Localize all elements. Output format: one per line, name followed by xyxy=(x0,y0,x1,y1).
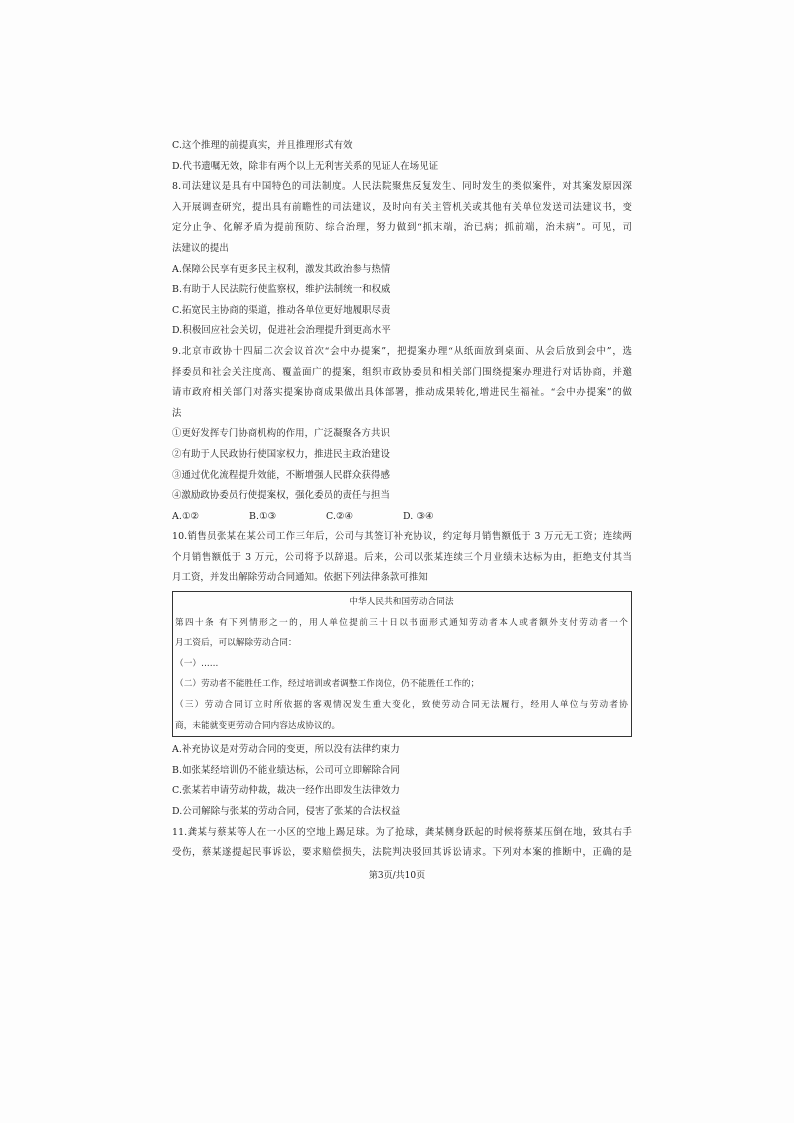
option-b: B.①③ xyxy=(249,510,277,522)
question-stem-line: 请市政府相关部门对落实提案协商成果做出具体部署，推动成果转化,增进民生福祉。“会中办提案”的做 xyxy=(172,387,632,399)
statement-item: ①更好发挥专门协商机构的作用，广泛凝聚各方共识 xyxy=(172,428,390,440)
law-title: 中华人民共和国劳动合同法 xyxy=(349,597,454,608)
law-line: 商，未能就变更劳动合同内容达成协议的。 xyxy=(175,720,341,731)
question-stem-line: 法建议的提出 xyxy=(172,242,229,254)
question-stem-line: 10.销售员张某在某公司工作三年后，公司与其签订补充协议，约定每月销售额低于 3 万元无工资；连续两 xyxy=(172,531,632,543)
option-b: B.有助于人民法院行使监察权，维护法制统一和权威 xyxy=(172,284,391,296)
option-c: C.②④ xyxy=(326,510,354,522)
option-b: B.如张某经培训仍不能业绩达标，公司可立即解除合同 xyxy=(172,764,400,776)
law-line: （三）劳动合同订立时所依据的客观情况发生重大变化，致使劳动合同无法履行，经用人单位与劳动者协 xyxy=(175,700,628,711)
option-line: D.代书遗嘱无效，除非有两个以上无利害关系的见证人在场见证 xyxy=(172,160,439,172)
question-11 xyxy=(172,823,632,864)
question-stem-line: 入开展调查研究，提出具有前瞻性的司法建议，及时向有关主管机关或其他有关单位发送司法建议书，变 xyxy=(172,201,632,213)
option-d: D.公司解除与张某的劳动合同，侵害了张某的合法权益 xyxy=(172,806,401,817)
statement-item: ④激励政协委员行使提案权，强化委员的责任与担当 xyxy=(172,490,390,502)
law-line: （一）…… xyxy=(175,658,219,669)
page-content xyxy=(172,136,632,864)
question-stem-line: 法 xyxy=(172,407,182,419)
law-line: 月工资后，可以解除劳动合同： xyxy=(175,638,297,649)
question-stem-line: 月工资，并发出解除劳动合同通知。依据下列法律条款可推知 xyxy=(172,572,428,584)
question-stem-line: 定分止争、化解矛盾为提前预防、综合治理，努力做到“抓末端，治已病；抓前端，治未病”。可见，司 xyxy=(172,222,632,234)
option-a: A.①② xyxy=(172,510,199,522)
question-stem-line: 11.龚某与蔡某等人在一小区的空地上踢足球。为了抢球，龚某侧身跃起的时候将蔡某压倒在地，致其右手 xyxy=(172,826,632,838)
answer-options xyxy=(172,507,632,528)
law-line: 第四十条 有下列情形之一的，用人单位提前三十日以书面形式通知劳动者本人或者额外支付劳动者一个 xyxy=(175,617,628,628)
option-d: D.积极回应社会关切，促进社会治理提升到更高水平 xyxy=(172,325,391,337)
option-a: A.补充协议是对劳动合同的变更，所以没有法律约束力 xyxy=(172,744,400,756)
option-line: C.这个推理的前提真实，并且推理形式有效 xyxy=(172,140,353,151)
statement-item: ③通过优化流程提升效能，不断增强人民群众获得感 xyxy=(172,469,390,481)
option-a: A.保障公民享有更多民主权利，激发其政治参与热情 xyxy=(172,263,391,275)
law-line: （二）劳动者不能胜任工作，经过培训或者调整工作岗位，仍不能胜任工作的； xyxy=(175,679,480,690)
page-number: 第3页/共10页 xyxy=(368,871,426,881)
question-9 xyxy=(172,342,632,527)
question-stem-line: 择委员和社会关注度高、覆盖面广的提案，组织市政协委员和相关部门围绕提案办理进行对话协商，并邀 xyxy=(172,366,632,378)
question-8 xyxy=(172,177,632,342)
statement-item: ②有助于人民政协行使国家权力，推进民主政治建设 xyxy=(172,448,390,460)
question-stem-line: 9.北京市政协十四届二次会议首次“会中办提案”，把提案办理“从纸面放到桌面、从会后放到会中”，选 xyxy=(172,345,632,357)
option-c: C.拓宽民主协商的渠道，推动各单位更好地履职尽责 xyxy=(172,304,391,316)
question-10 xyxy=(172,527,632,822)
option-d: D. ③④ xyxy=(403,510,434,522)
question-stem-line: 个月销售额低于 3 万元，公司将予以辞退。后来，公司以张某连续三个月业绩未达标为由，拒绝支付其当 xyxy=(172,551,632,563)
option-c: C.张某若申请劳动仲裁，裁决一经作出即发生法律效力 xyxy=(172,785,400,797)
law-excerpt-box xyxy=(172,591,632,737)
question-stem-line: 受伤，蔡某遂提起民事诉讼，要求赔偿损失，法院判决驳回其诉讼请求。下列对本案的推断中，正确的是 xyxy=(172,847,632,859)
question-stem-line: 8.司法建议是具有中国特色的司法制度。人民法院聚焦反复发生、同时发生的类似案件，对其案发原因深 xyxy=(172,181,632,193)
